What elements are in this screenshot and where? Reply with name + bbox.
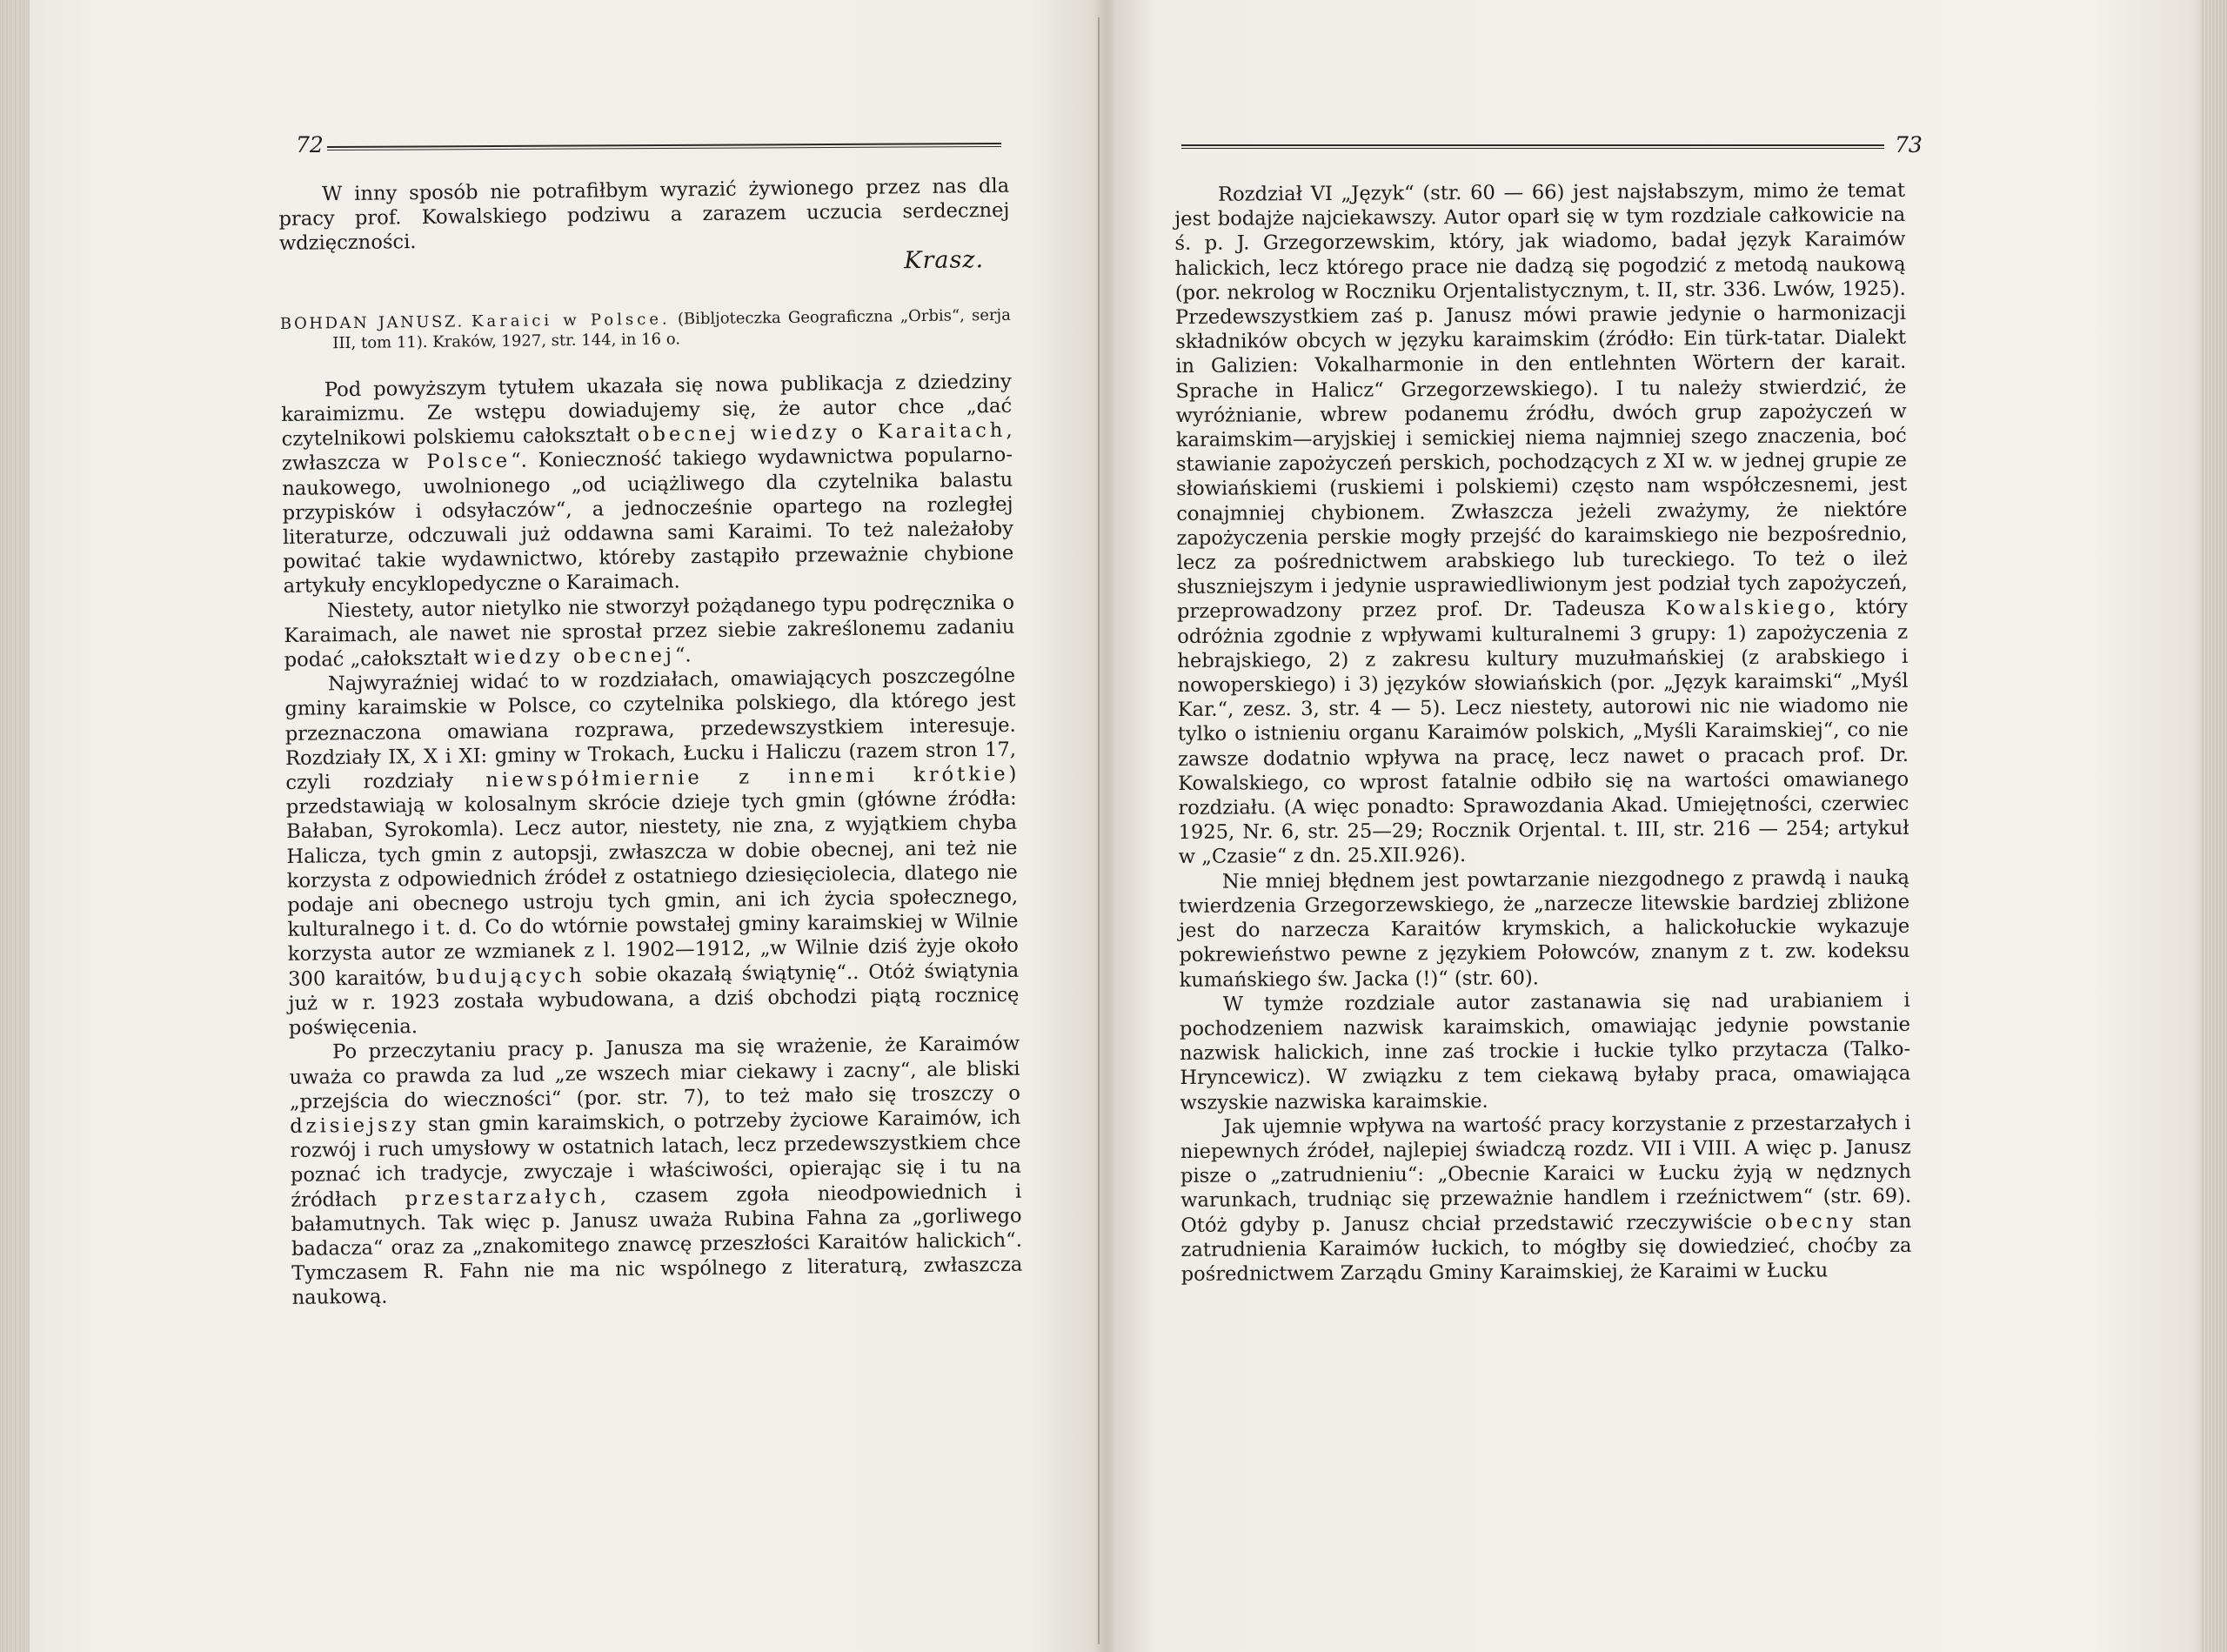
page-edges-left	[0, 0, 30, 1652]
paragraph	[1180, 988, 1911, 1115]
spaced-emphasis: przestarzałych	[405, 1185, 600, 1210]
text-run: sobie okazałą świątynię“.. Otóż świątynia już w r. 1923 została wybudowana, a dziś obchodzi piątą rocznicę poświęcenia.	[288, 959, 1020, 1040]
spaced-emphasis: dzisiejszy	[290, 1114, 420, 1138]
text-run: Po przeczytaniu pracy p. Janusza ma się wrażenie, że Karaimów uważa co prawda za lud „ze wszech miar ciekawy i zacny“, ale bliski „przejścia do wieczności“ (por. str. 7), to też mało się troszczy o	[289, 1032, 1021, 1114]
spaced-emphasis: obecny	[1764, 1209, 1857, 1234]
text-run: Jak ujemnie wpływa na wartość pracy korzystanie z przestarzałych i niepewnych źródeł, najlepiej świadczą rozdz. VII i VIII. A więc p. Janusz pisze o „zatrudnieniu“: „Obecnie Karaici w Łucku żyją w nędznych warunkach, trudniąc się przeważnie handlem i rzeźnictwem“ (str. 69). Otóż gdyby p. Janusz chciał przedstawić rzeczywiście	[1180, 1111, 1912, 1237]
text-run: Niestety, autor nietylko nie stworzył pożądanego typu podręcznika o Karaimach, ale nawet nie sprostał przez siebie zakreślonemu zadaniu podać „całokształt	[284, 591, 1015, 672]
left-page-header	[278, 130, 1009, 165]
page-edges-right	[2201, 0, 2227, 1652]
text-run: Najwyraźniej widać to w rozdziałach, omawiających poszczególne gminy karaimskie w Polsce, co czytelnika polskiego, dla którego jest przeznaczona omawiana rozprawa, przedewszystkiem interesuje. Rozdziały IX, X i XI: gminy w Trokach, Łucku i Haliczu (razem stron 17, czyli rozdziały	[284, 664, 1017, 795]
paragraph	[284, 664, 1020, 1040]
bibliography-title: Karaici w Polsce.	[471, 310, 671, 331]
paragraph	[1180, 1111, 1912, 1287]
header-rule	[327, 143, 1001, 150]
left-page	[278, 0, 1044, 1652]
right-page-text	[1174, 178, 1912, 1287]
paragraph	[1179, 866, 1910, 993]
reviewer-signature: Krasz.	[904, 245, 985, 274]
text-run: , zwłaszcza	[281, 418, 1013, 476]
text-run: “. Konieczność takiego wydawnictwa popularno-naukowego, uwolnionego „od uciążliwego dla czytelnika balastu przypisków i odsyłaczów“, a jednocześnie opartego na rozległej literaturze, odczuwali już oddawna sami Karaimi. To też należałoby powitać takie wydawnictwo, któreby zastąpiło przeważnie chybione artykuły encyklopedyczne o Karaimach.	[282, 444, 1014, 599]
bibliography-author: BOHDAN JANUSZ.	[279, 312, 465, 333]
text-run: Pod powyższym tytułem ukazała się nowa publikacja z dziedziny karaimizmu. Ze wstępu dowiadujemy się, że autor chce „dać czytelnikowi polskiemu całokształt	[281, 370, 1013, 451]
book-gutter	[1098, 17, 1100, 1644]
bibliography-entry	[280, 305, 1011, 354]
spaced-emphasis: budujących	[436, 964, 585, 989]
text-run: “.	[674, 644, 692, 667]
header-rule	[1181, 144, 1884, 149]
text-run: stan gmin karaimskich, o potrzeby życiowe Karaimów, ich rozwój i ruch umysłowy w ostatnich latach, lecz przedewszystkiem chce poznać ich tradycje, zwyczaje i właściwości, opierając się i tu na źródłach	[290, 1106, 1022, 1212]
text-run: , czasem zgoła nieodpowiednich i bałamutnych. Tak więc p. Janusz uważa Rubina Fahna za „gorliwego badacza“ oraz za „znakomitego znawcę przeszłości Karaitów halickich“. Tymczasem R. Fahn nie ma nic wspólnego z literaturą, zwłaszcza naukową.	[291, 1180, 1023, 1310]
paragraph	[1174, 178, 1909, 870]
spaced-emphasis: w Polsce	[391, 450, 512, 474]
spaced-emphasis: Kowalskiego	[1665, 596, 1829, 621]
closing-paragraph: W inny sposób nie potrafiłbym wyrazić żywionego przez nas dla pracy prof. Kowalskiego podziwu a zarazem uczucia serdecznej wdzięczności.	[278, 174, 1010, 256]
left-page-text	[278, 174, 1023, 1311]
paragraph	[284, 590, 1015, 672]
page-number: 73	[1895, 132, 1923, 157]
text-run: , który odróżnia zgodnie z wpływami kulturalnemi 3 grupy: 1) zapożyczenia z hebrajskiego, 2) z zakresu kultury muzułmańskiej (z arabskiego i nowoperskiego) i 3) języków słowiańskich (por. „Język karaimski“ „Myśl Kar.“, zesz. 3, str. 4 — 5). Lecz niestety, autorowi nic nie wiadomo nie tylko o istnieniu organu Karaimów polskich, „Myśli Karaimskiej“, co nie zawsze dodatnio wpływa na pracę, lecz nawet o pracach prof. Dr. Kowalskiego, co wprost fatalnie odbiło się na wartości omawianego rozdziału. (A więc ponadto: Sprawozdania Akad. Umiejętności, czerwiec 1925, Nr. 6, str. 25—29; Rocznik Orjental. t. III, str. 216 — 254; artykuł w „Czasie“ z dn. 25.XII.926).	[1177, 596, 1909, 869]
right-page	[1174, 0, 1940, 1652]
paragraph	[289, 1032, 1023, 1310]
text-run: Rozdział VI „Język“ (str. 60 — 66) jest najsłabszym, mimo że temat jest bodajże najciekawszy. Autor oparł się w tym rozdziale całkowicie na ś. p. J. Grzegorzewskim, który, jak wiadomo, badał język Karaimów halickich, lecz którego prace nie dadzą się pogodzić z metodą naukową (por. nekrolog w Roczniku Orjentalistycznym, t. II, str. 336. Lwów, 1925). Przedewszystkiem zaś p. Janusz mówi prawie jedynie o harmonizacji składników obcych w języku karaimskim (źródło: Ein türk-tatar. Dialekt in Galizien: Vokalharmonie in den entlehnten Wörtern der karait. Sprache in Halicz“ Grzegorzewskiego). I tu należy stwierdzić, że wyróżnianie, wbrew podanemu źródłu, dwóch grup zapożyczeń w karaimskim—aryjskiej i semickiej niema najmniej szego znaczenia, boć stawianie zapożyczeń perskich, pochodzących z XI w. w jednej grupie ze słowiańskiemi (ruskiemi i polskiemi) często nam współczesnemi, jest conajmniej chybionem. Zwłaszcza jeżeli zważymy, że niektóre zapożyczenia perskie mogły przejść do karaimskiego nie bezpośrednio, lecz za pośrednictwem arabskiego lub tureckiego. To też o ileż słuszniejszym i jedynie usprawiedliwionym jest podział tych zapożyczeń, przeprowadzony przez prof. Dr. Tadeusza	[1174, 178, 1908, 624]
text-run: ) przedstawiają w kolosalnym skrócie dzieje tych gmin (główne źródła: Bałaban, Syrokomla). Lecz autor, niestety, nie zna, z wyjątkiem chyba Halicza, tych gmin z autopsji, zwłaszcza w dobie obecnej, ani też nie korzysta z odpowiednich źródeł z ostatniego dziesięciolecia, dlatego nie podaje ani obecnego ustroju tych gmin, ani ich życia społecznego, kulturalnego i t. d. Co do wtórnie powstałej gminy karaimskiej w Wilnie korzysta autor ze wzmianek z l. 1902—1912, „w Wilnie dziś żyje około 300 karaitów,	[285, 762, 1019, 991]
bibliography-details: (Bibljoteczka Geograficzna „Orbis“, serja III, tom 11). Kraków, 1927, str. 144, in 16 o.	[332, 305, 1012, 353]
text-run: stan zatrudnienia Karaimów łuckich, to mógłby się dowiedzieć, choćby za pośrednictwem Zarządu Gminy Karaimskiej, że Karaimi w Łucku	[1180, 1209, 1912, 1286]
paragraph	[281, 370, 1014, 599]
spaced-emphasis: obecnej wiedzy o Karaitach	[637, 419, 1006, 447]
text-run: Nie mniej błędnem jest powtarzanie niezgodnego z prawdą i nauką twierdzenia Grzegorzewskiego, że „narzecze litewskie bardziej zbliżone jest do narzecza Karaitów krymskich, a halickołuckie wykazuje pokrewieństwo pewne z językiem Połowców, znanym z t. zw. kodeksu kumańskiego św. Jacka (!)“ (str. 60).	[1179, 866, 1910, 992]
spaced-emphasis: niewspółmiernie z innemi krótkie	[485, 762, 1009, 793]
spaced-emphasis: wiedzy obecnej	[473, 644, 676, 670]
text-run: W tymże rozdziale autor zastanawia się nad urabianiem i pochodzeniem nazwisk karaimskich, omawiając jedynie powstanie nazwisk halickich, inne zaś trockie i łuckie tylko przytacza (Talko-Hryncewicz). W związku z tem ciekawą byłaby praca, omawiająca wszyskie nazwiska karaimskie.	[1179, 988, 1911, 1114]
page-number: 72	[296, 132, 324, 157]
right-page-header	[1174, 130, 1923, 165]
